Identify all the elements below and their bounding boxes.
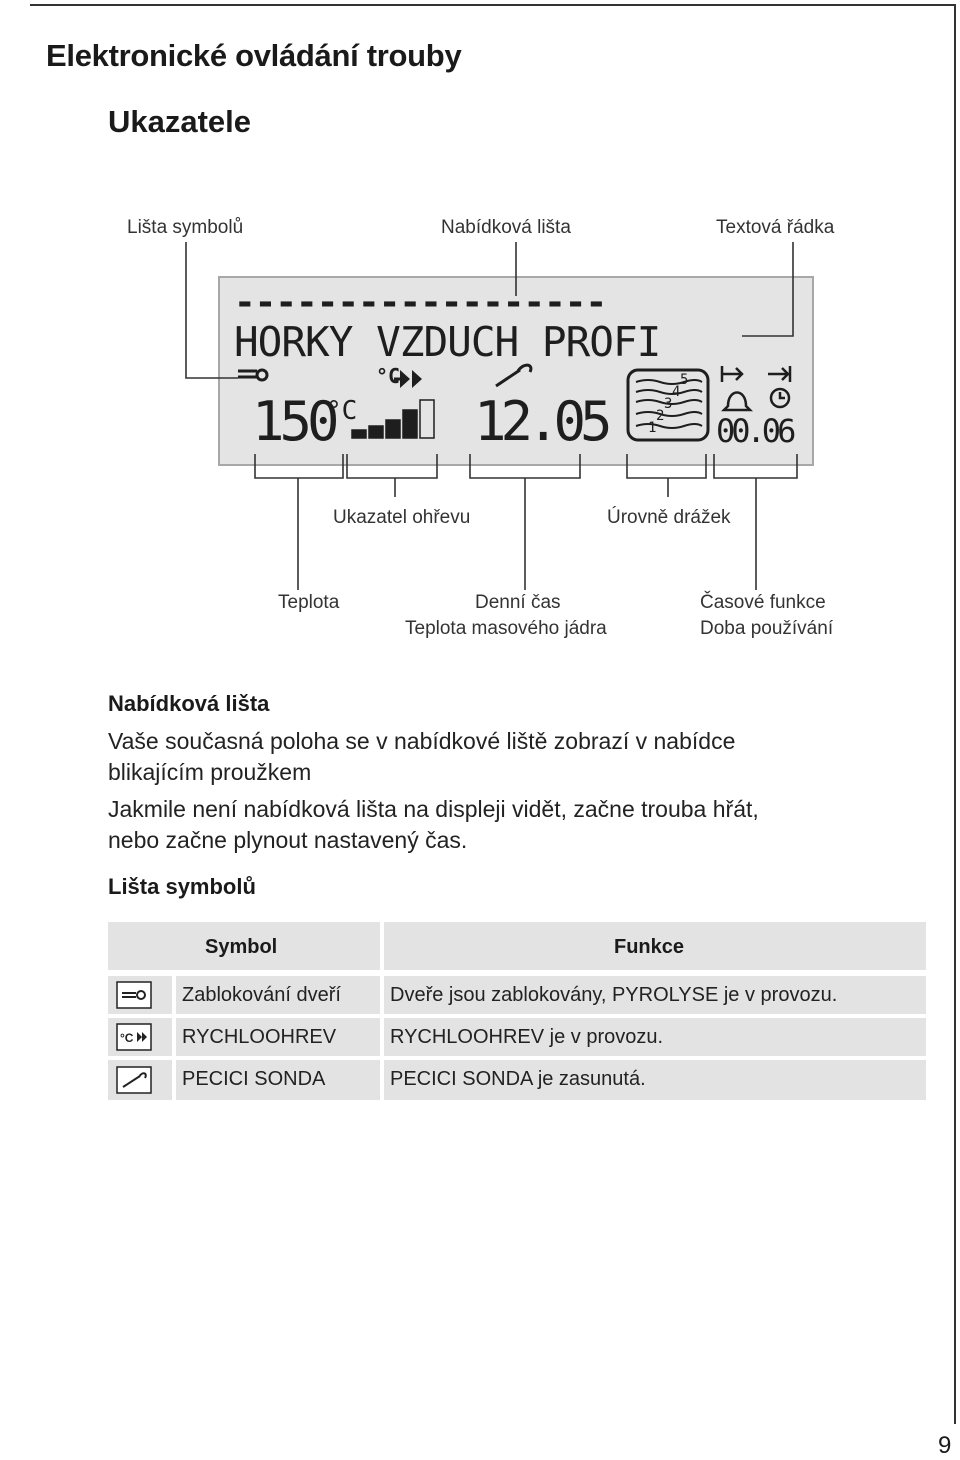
table-header-symbol: Symbol xyxy=(205,936,278,958)
label-temperature: Teplota xyxy=(278,592,340,613)
label-time-functions: Časové funkce xyxy=(700,592,826,613)
shelf-level-number: 4 xyxy=(672,384,681,400)
start-time-icon xyxy=(722,366,742,382)
menu-bar-para2-line2: nebo začne plynout nastavený čas. xyxy=(108,827,468,853)
lcd-timer: 00.06 xyxy=(716,412,793,450)
lcd-fast-heat-symbol: °C xyxy=(376,364,401,388)
menu-bar-heading: Nabídková lišta xyxy=(108,691,270,716)
heat-bar xyxy=(420,400,434,438)
lcd-fast-heat-arrows-icon xyxy=(394,370,422,388)
heat-bar xyxy=(352,430,366,438)
symbol-bar-heading: Lišta symbolů xyxy=(108,874,256,899)
heat-bar xyxy=(369,426,383,438)
lcd-meat-probe-icon xyxy=(496,365,531,386)
page-title: Elektronické ovládání trouby xyxy=(46,38,462,73)
table-row-function: PECICI SONDA je zasunutá. xyxy=(390,1068,646,1090)
page-number: 9 xyxy=(938,1432,952,1459)
lcd-text-line: HORKY VZDUCH PROFI xyxy=(234,318,661,366)
table-row-name: PECICI SONDA xyxy=(182,1068,326,1090)
time-function-icons xyxy=(722,366,790,410)
label-meat-temperature: Teplota masového jádra xyxy=(405,618,607,639)
svg-text:°C: °C xyxy=(120,1031,134,1045)
lcd-key-icon xyxy=(238,370,267,380)
table-row-name: RYCHLOOHREV xyxy=(182,1026,337,1048)
shelf-level-number: 1 xyxy=(648,420,657,436)
label-time-of-day: Denní čas xyxy=(475,592,561,613)
key-icon xyxy=(116,981,152,1009)
table-row-function: RYCHLOOHREV je v provozu. xyxy=(390,1026,664,1048)
end-time-icon xyxy=(768,366,790,382)
label-shelf-levels: Úrovně drážek xyxy=(607,507,731,528)
bell-icon xyxy=(724,393,750,411)
menu-bar-para1-line2: blikajícím proužkem xyxy=(108,759,312,785)
heat-bar xyxy=(403,410,417,438)
heat-indicator-bars xyxy=(352,400,434,438)
lcd-menu-bar-dashes: ------------------ xyxy=(234,282,607,323)
label-symbol-bar: Lišta symbolů xyxy=(127,217,244,238)
label-text-line: Textová řádka xyxy=(716,217,835,238)
shelf-level-number: 5 xyxy=(680,372,689,388)
lcd-temp-unit: °C xyxy=(326,396,358,426)
table-row-function: Dveře jsou zablokovány, PYROLYSE je v provozu. xyxy=(390,984,838,1006)
shelf-level-number: 2 xyxy=(656,408,665,424)
menu-bar-para2-line1: Jakmile není nabídková lišta na displeji vidět, začne trouba hřát, xyxy=(108,796,759,822)
meat-probe-icon xyxy=(116,1066,152,1094)
leader-symbol-bar xyxy=(186,242,238,378)
label-menu-bar: Nabídková lišta xyxy=(441,217,571,238)
leader-text-line xyxy=(742,242,793,336)
section-title: Ukazatele xyxy=(108,104,252,139)
table-row-name: Zablokování dveří xyxy=(182,984,341,1006)
menu-bar-para1-line1: Vaše současná poloha se v nabídkové liště zobrazí v nabídce xyxy=(108,728,736,754)
shelf-level-number: 3 xyxy=(664,396,673,412)
lcd-clock: 12.05 xyxy=(474,390,607,453)
label-heat-indicator: Ukazatel ohřevu xyxy=(333,507,471,528)
fast-heat-icon xyxy=(116,1023,152,1051)
label-usage-time: Doba používání xyxy=(700,618,834,639)
lcd-temperature: 150 xyxy=(252,390,335,453)
heat-bar xyxy=(386,420,400,438)
table-header-function: Funkce xyxy=(614,936,685,958)
